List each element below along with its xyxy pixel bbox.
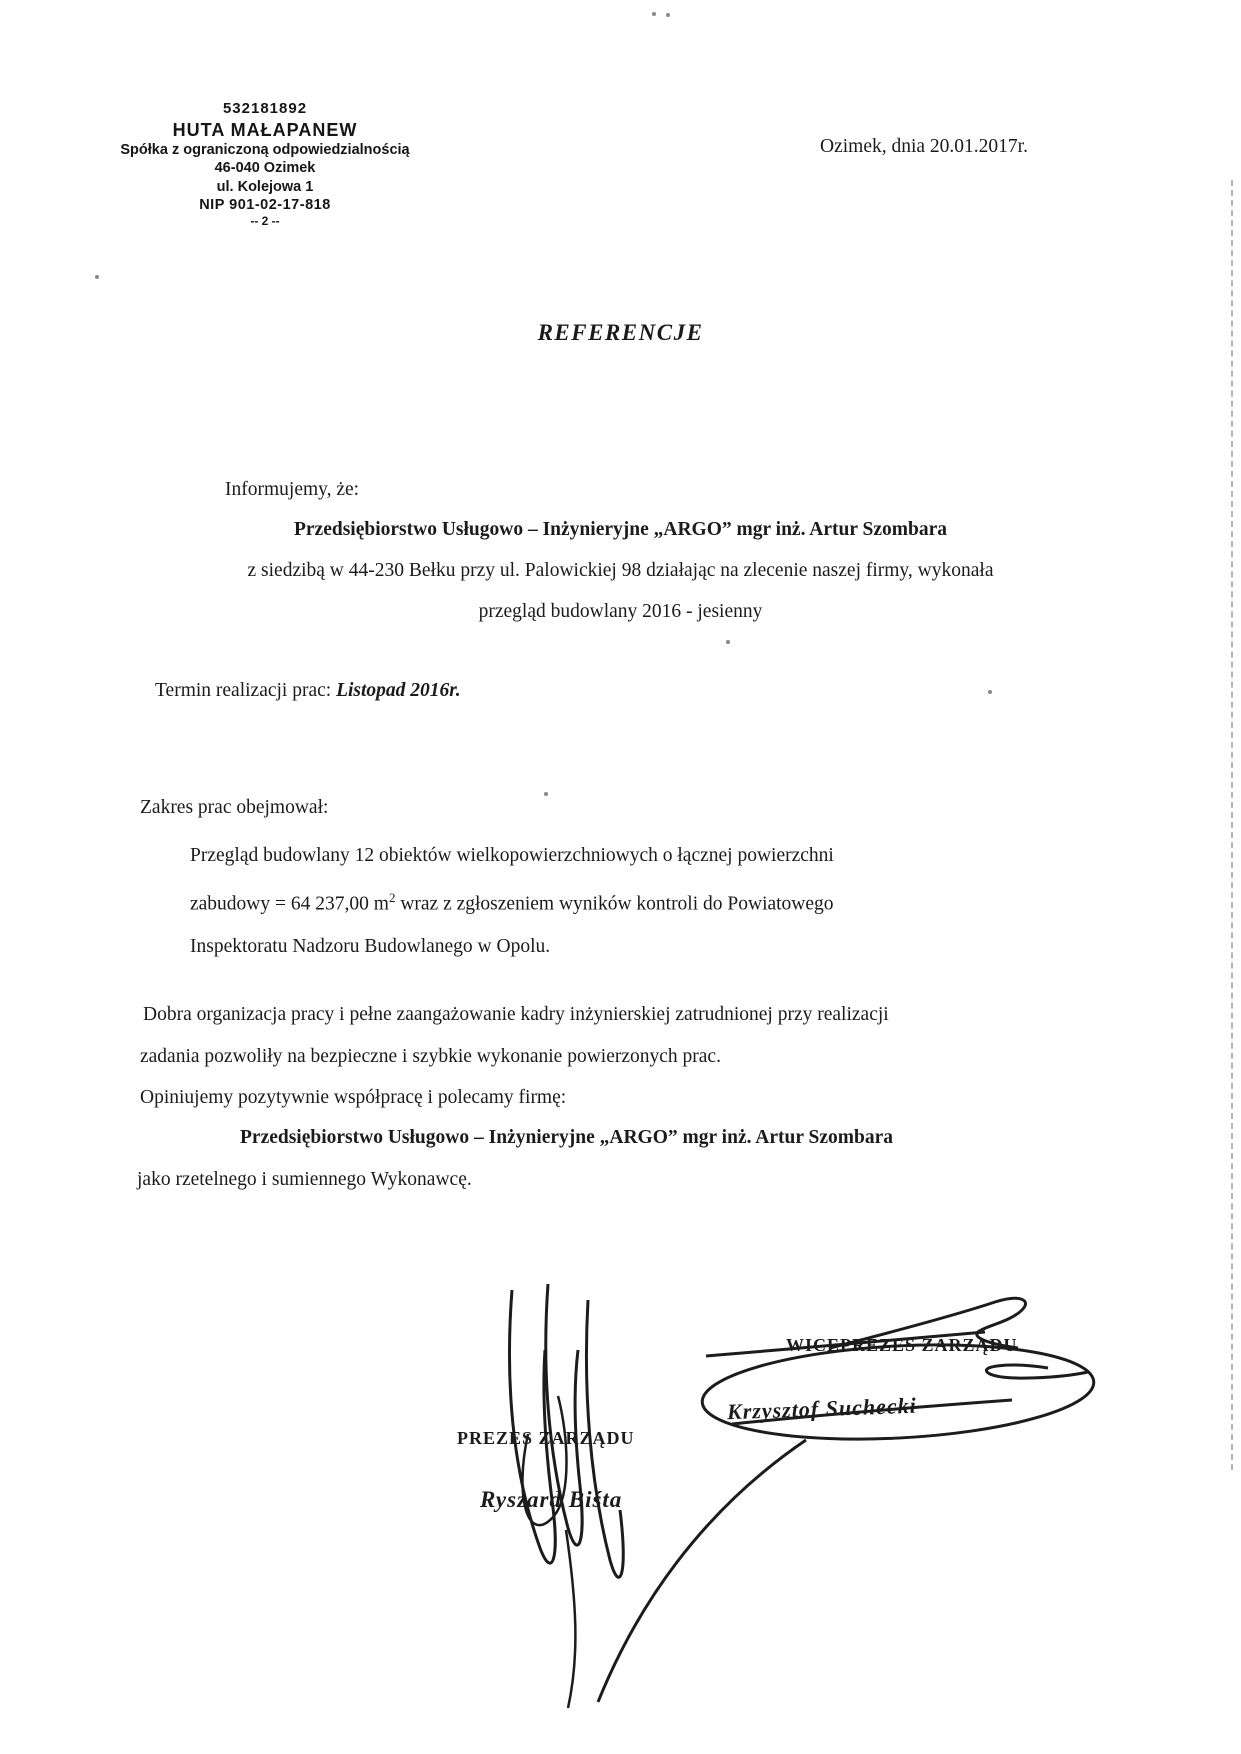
date-line: Ozimek, dnia 20.01.2017r. xyxy=(820,136,1028,157)
scan-speck xyxy=(95,275,99,279)
closing-line-3: Opiniujemy pozytywnie współpracę i polecamy firmę: xyxy=(140,1087,567,1108)
scan-speck xyxy=(726,640,730,644)
scope-line-2-post: wraz z zgłoszeniem wyników kontroli do Powiatowego xyxy=(395,893,834,915)
closing-line-4: jako rzetelnego i sumiennego Wykonawcę. xyxy=(137,1169,472,1190)
stamp-company-name: HUTA MAŁAPANEW xyxy=(172,119,358,140)
vice-president-title: WICEPREZES ZARZĄDU xyxy=(786,1335,1018,1355)
stamp-page-mark: -- 2 -- xyxy=(250,213,280,228)
contractor-seat-line: z siedzibą w 44-230 Bełku przy ul. Palowickiej 98 działając na zlecenie naszej firmy, wykonała xyxy=(247,560,994,581)
vice-president-signature-name: Krzysztof Suchecki xyxy=(726,1392,918,1425)
intro-line: Informujemy, że: xyxy=(225,479,360,500)
scope-line-2 xyxy=(190,890,834,916)
scope-line-1: Przegląd budowlany 12 obiektów wielkopowierzchniowych o łącznej powierzchni xyxy=(190,845,834,866)
closing-line-1: Dobra organizacja pracy i pełne zaangażowanie kadry inżynierskiej zatrudnionej przy realizacji xyxy=(143,1004,889,1025)
scope-label: Zakres prac obejmował: xyxy=(140,797,329,818)
scan-edge-dashed-line xyxy=(1231,180,1233,1470)
company-stamp xyxy=(110,100,420,229)
stamp-street: ul. Kolejowa 1 xyxy=(216,178,314,195)
scan-speck xyxy=(988,690,992,694)
contractor-name-line-2: Przedsiębiorstwo Usługowo – Inżynieryjne „ARGO” mgr inż. Artur Szombara xyxy=(240,1127,894,1148)
president-title: PREZES ZARZĄDU xyxy=(457,1428,635,1448)
stamp-number: 532181892 xyxy=(222,100,308,117)
scope-line-2-pre: zabudowy = 64 237,00 m xyxy=(190,893,389,915)
work-description-line: przegląd budowlany 2016 - jesienny xyxy=(478,601,763,622)
scan-speck xyxy=(652,12,656,16)
document-title: REFERENCJE xyxy=(537,320,704,345)
scan-speck xyxy=(666,13,670,17)
president-signature-name: Ryszard Biśta xyxy=(480,1487,623,1512)
stamp-nip: NIP 901-02-17-818 xyxy=(199,196,331,213)
term-label: Termin realizacji prac: xyxy=(155,680,337,701)
term-line xyxy=(155,680,461,702)
scan-speck xyxy=(544,792,548,796)
scope-line-3: Inspektoratu Nadzoru Budowlanego w Opolu. xyxy=(190,936,551,957)
term-value: Listopad 2016r. xyxy=(336,680,461,701)
closing-line-2: zadania pozwoliły na bezpieczne i szybkie wykonanie powierzonych prac. xyxy=(140,1046,721,1067)
contractor-name-line: Przedsiębiorstwo Usługowo – Inżynieryjne „ARGO” mgr inż. Artur Szombara xyxy=(293,519,948,540)
stamp-legal-form: Spółka z ograniczoną odpowiedzialnością xyxy=(120,142,410,159)
stamp-postal-city: 46-040 Ozimek xyxy=(214,160,316,177)
scope-line-2-superscript: 2 xyxy=(388,890,396,905)
